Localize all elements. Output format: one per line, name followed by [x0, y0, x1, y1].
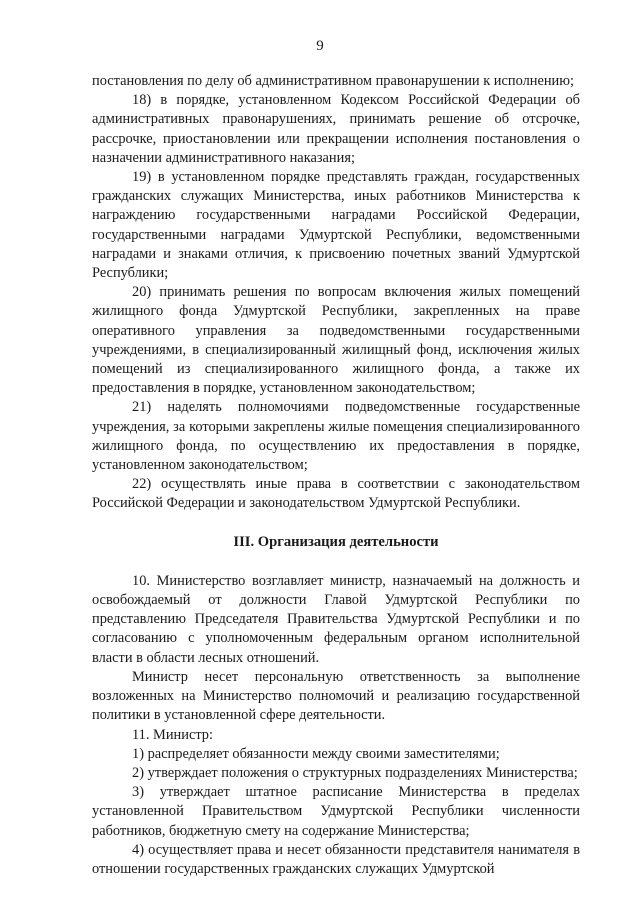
paragraph-minister-responsibility: Министр несет персональную ответственность за выполнение возложенных на Министерство полномочий и реализацию государственной политики в установленной сфере деятельности. — [92, 668, 580, 724]
list-item-20: 20) принимать решения по вопросам включения жилых помещений жилищного фонда Удмуртской Республики, закрепленных на праве оперативного управления за подведомственными государственными учреждениями, в специализированный жилищный фонд, исключения жилых помещений из специализированного жилищного фонда, а также их предоставления в порядке, установленном законодательством; — [92, 284, 580, 397]
list-item-19: 19) в установленном порядке представлять граждан, государственных гражданских служащих Министерства, иных работников Министерства к награждению государственными наградами Российской Федерации, государственными наградами Удмуртской Республики, ведомственными наградами и знаками отличия, к присвоению почетных званий Удмуртской Республики; — [92, 169, 580, 282]
paragraph-10: 10. Министерство возглавляет министр, назначаемый на должность и освобождаемый от должности Главой Удмуртской Республики по представлению Председателя Правительства Удмуртской Республики и по согласованию с уполномоченным федеральным органом исполнительной власти в области лесных отношений. — [92, 572, 580, 666]
list-item-21: 21) наделять полномочиями подведомственные государственные учреждения, за которыми закреплены жилые помещения специализированного жилищного фонда, по осуществлению их предоставления в порядке, установленном законодательством; — [92, 399, 580, 474]
list-item-3: 3) утверждает штатное расписание Министерства в пределах установленной Правительством Удмуртской Республики численности работников, бюджетную смету на содержание Министерства; — [92, 784, 580, 839]
section-heading: III. Организация деятельности — [233, 533, 439, 550]
paragraph-continuation: постановления по делу об административном правонарушении к исполнению; — [92, 73, 575, 89]
document-body — [92, 72, 580, 879]
list-item-2: 2) утверждает положения о структурных подразделениях Министерства; — [132, 764, 578, 781]
list-item-4: 4) осуществляет права и несет обязанности представителя нанимателя в отношении государственных гражданских служащих Удмуртской — [92, 841, 580, 877]
list-item-22: 22) осуществлять иные права в соответствии с законодательством Российской Федерации и законодательством Удмуртской Республики. — [92, 476, 580, 512]
page-number: 9 — [316, 38, 324, 54]
list-item-18: 18) в порядке, установленном Кодексом Российской Федерации об административных правонарушениях, принимать решение об отсрочке, рассрочке, приостановлении или прекращении исполнения постановления о назначении административного наказания; — [92, 92, 580, 166]
list-item-1: 1) распределяет обязанности между своими заместителями; — [132, 745, 500, 762]
paragraph-11: 11. Министр: — [132, 726, 213, 743]
